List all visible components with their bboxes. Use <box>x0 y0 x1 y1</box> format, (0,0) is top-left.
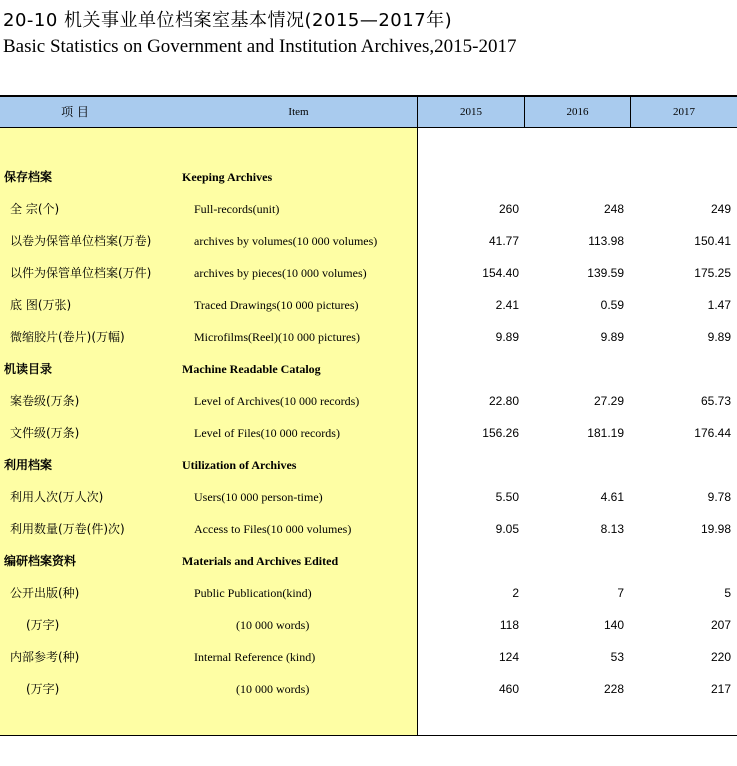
table-row <box>0 609 737 641</box>
section-label-cn: 利用档案 <box>4 458 53 472</box>
table-row <box>0 641 737 673</box>
value-cell-2017: 1.47 <box>707 298 731 312</box>
table-row <box>0 321 737 353</box>
header-year-2016: 2016 <box>566 106 589 118</box>
value-cell-2016: 8.13 <box>600 522 624 536</box>
value-cell-2015: 124 <box>498 650 519 664</box>
value-cell-2017: 65.73 <box>700 394 731 408</box>
value-cell-2015: 9.89 <box>495 330 519 344</box>
value-cell-2015: 460 <box>498 682 519 696</box>
item-label-en: Microfilms(Reel)(10 000 pictures) <box>194 330 360 344</box>
value-cell-2015: 2 <box>512 586 519 600</box>
item-label-cn: (万字) <box>26 618 60 632</box>
header-year-2017: 2017 <box>673 106 695 118</box>
section-label-en: Materials and Archives Edited <box>182 554 339 568</box>
table-row <box>0 385 737 417</box>
value-cell-2015: 2.41 <box>495 298 519 312</box>
item-label-en: (10 000 words) <box>236 618 310 632</box>
table-title-en: Basic Statistics on Government and Institution Archives,2015-2017 <box>3 36 517 57</box>
value-cell-2016: 140 <box>603 618 624 632</box>
value-cell-2015: 154.40 <box>482 266 519 280</box>
section-label-en: Keeping Archives <box>182 170 273 184</box>
item-label-en: (10 000 words) <box>236 682 310 696</box>
value-cell-2015: 5.50 <box>495 490 519 504</box>
section-row <box>0 449 737 481</box>
value-cell-2017: 150.41 <box>694 234 731 248</box>
item-label-en: Users(10 000 person-time) <box>194 490 323 504</box>
value-cell-2016: 27.29 <box>593 394 624 408</box>
value-cell-2017: 176.44 <box>694 426 731 440</box>
section-label-en: Machine Readable Catalog <box>182 362 321 376</box>
section-label-en: Utilization of Archives <box>182 458 297 472</box>
section-label-cn: 机读目录 <box>4 362 53 376</box>
header-item-cn: 项 目 <box>61 105 89 119</box>
section-row <box>0 353 737 385</box>
value-cell-2017: 19.98 <box>700 522 731 536</box>
item-label-cn: 全 宗(个) <box>10 202 60 216</box>
item-label-en: Level of Archives(10 000 records) <box>194 394 360 408</box>
section-label-cn: 编研档案资料 <box>4 554 77 568</box>
item-label-en: archives by volumes(10 000 volumes) <box>194 234 378 248</box>
statistics-table <box>0 95 737 735</box>
table-row <box>0 225 737 257</box>
item-label-en: Internal Reference (kind) <box>194 650 316 664</box>
value-cell-2016: 181.19 <box>587 426 624 440</box>
value-cell-2017: 9.78 <box>707 490 731 504</box>
item-label-cn: 利用数量(万卷(件)次) <box>10 522 125 536</box>
table-row <box>0 577 737 609</box>
value-cell-2016: 248 <box>603 202 624 216</box>
item-label-cn: 以卷为保管单位档案(万卷) <box>10 234 152 248</box>
item-label-en: Full-records(unit) <box>194 202 280 216</box>
value-cell-2017: 5 <box>724 586 731 600</box>
item-label-cn: 以件为保管单位档案(万件) <box>10 266 152 280</box>
item-label-cn: 文件级(万条) <box>10 426 80 440</box>
table-bottom-rule <box>0 735 737 736</box>
section-row <box>0 161 737 193</box>
value-cell-2017: 220 <box>710 650 731 664</box>
value-cell-2015: 156.26 <box>482 426 519 440</box>
value-cell-2015: 41.77 <box>488 234 519 248</box>
value-cell-2016: 113.98 <box>588 234 624 248</box>
section-row <box>0 545 737 577</box>
table-row <box>0 513 737 545</box>
value-cell-2015: 118 <box>499 618 519 632</box>
value-cell-2016: 4.61 <box>600 490 624 504</box>
value-cell-2017: 175.25 <box>694 266 731 280</box>
value-cell-2016: 139.59 <box>587 266 624 280</box>
item-label-cn: 微缩胶片(卷片)(万幅) <box>10 330 125 344</box>
value-cell-2017: 9.89 <box>707 330 731 344</box>
item-label-en: Traced Drawings(10 000 pictures) <box>194 298 359 312</box>
item-label-cn: 利用人次(万人次) <box>10 490 104 504</box>
table-row <box>0 673 737 705</box>
value-cell-2016: 228 <box>603 682 624 696</box>
value-cell-2015: 9.05 <box>495 522 519 536</box>
table-row <box>0 193 737 225</box>
item-label-cn: 内部参考(种) <box>10 650 80 664</box>
table-row <box>0 289 737 321</box>
value-cell-2016: 9.89 <box>600 330 624 344</box>
item-label-en: Level of Files(10 000 records) <box>194 426 340 440</box>
value-cell-2015: 260 <box>498 202 519 216</box>
value-cell-2016: 7 <box>617 586 624 600</box>
item-label-en: Access to Files(10 000 volumes) <box>194 522 352 536</box>
item-label-cn: 案卷级(万条) <box>10 394 80 408</box>
item-label-cn: (万字) <box>26 682 60 696</box>
value-cell-2015: 22.80 <box>488 394 519 408</box>
item-label-cn: 公开出版(种) <box>10 586 80 600</box>
section-label-cn: 保存档案 <box>4 170 53 184</box>
item-label-en: archives by pieces(10 000 volumes) <box>194 266 367 280</box>
table-row <box>0 481 737 513</box>
value-cell-2017: 249 <box>710 202 731 216</box>
table-row <box>0 417 737 449</box>
value-cell-2017: 207 <box>710 618 731 632</box>
header-year-2015: 2015 <box>460 106 482 118</box>
header-item-en: Item <box>288 106 309 118</box>
value-cell-2017: 217 <box>710 682 731 696</box>
table-row <box>0 257 737 289</box>
item-label-en: Public Publication(kind) <box>194 586 312 600</box>
value-cell-2016: 0.59 <box>600 298 624 312</box>
table-title-cn: 20-10 机关事业单位档案室基本情况(2015—2017年) <box>3 10 453 31</box>
table-body <box>0 128 737 735</box>
table-header <box>0 95 737 128</box>
item-label-cn: 底 图(万张) <box>10 298 72 312</box>
value-cell-2016: 53 <box>610 650 624 664</box>
